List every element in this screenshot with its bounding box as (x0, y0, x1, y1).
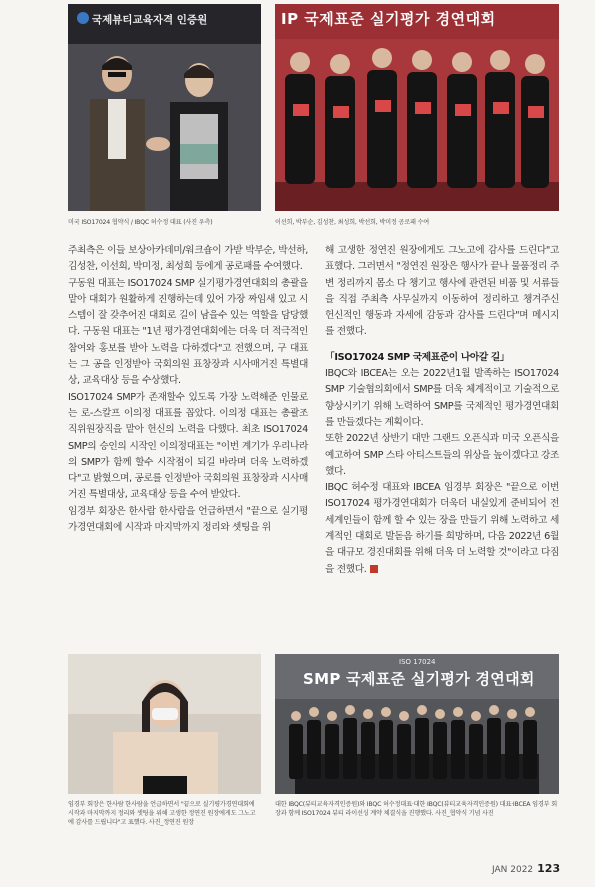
caption-speech: 임경부 회장은 한사람 한사람을 언급하면서 "끝으로 실기평가경연대회에 시작과 마지막까지 정리와 셋팅을 위해 고생한 정연진 원장에게도 그노고에 감사를 드립니다"고 표했다. 사진_정연진 원장 (68, 801, 256, 826)
paragraph: 또한 2022년 상반기 대만 그랜드 오픈식과 미국 오픈식을 예고하여 SMP 스타 아티스트들의 위상을 높이겠다고 강조했다. (325, 433, 559, 477)
article-column-right (325, 243, 559, 578)
page-number: 123 (537, 862, 561, 875)
photo-agreement-image (68, 4, 261, 211)
photo-speech (68, 654, 261, 794)
paragraph (325, 480, 559, 578)
banner-contest-bottom: SMP 국제표준 실기평가 경연대회 (303, 670, 535, 688)
paragraph: 주최측은 이들 보상아카데미/워크숍이 가받 박부순, 박선하, 김성찬, 이선희, 박미정, 최성희 등에게 공로패를 수여했다. (68, 245, 308, 273)
photo-award-ceremony (275, 4, 559, 211)
article-column-left (68, 243, 308, 536)
banner-institute: 국제뷰티교육자격 인증원 (92, 14, 208, 26)
page-folio (492, 862, 560, 875)
banner-iso-small: ISO 17024 (399, 658, 436, 666)
photo-award-image (275, 4, 559, 211)
caption-group: 대한 IBQC(뷰티교육자격인증원)와 IBQC 허수정대표·대한 IBQC(뷰티교육자격인증원) 대표·IBCEA 임경부 회장과 함께 ISO17024 뷰티 라이선싱 계약 체결식을 진행했다. 사진_협약식 기념 사진 (275, 801, 557, 817)
issue-date: JAN 2022 (492, 865, 534, 875)
section-subheading: 「ISO17024 SMP 국제표준이 나아갈 길」 (325, 351, 510, 363)
photo-group (275, 654, 559, 794)
caption-agreement: 미국 ISO17024 협약식 / IBQC 허수정 대표 (사진 우측) (68, 219, 213, 226)
paragraph-text: IBQC 허수정 대표와 IBCEA 임경부 회장은 "끝으로 이번 ISO17024 평가경연대회가 더욱더 내실있게 준비되어 전 세계인들이 함께 할 수 있는 장을 만들기 위해 노력하고 세계적인 대회로 발돋음 하기를 희망하며, 다음 2022년 6월을 대규모 경진대회를 위해 더욱 더 노력할 것"이라고 다짐을 전했다. (325, 482, 559, 575)
paragraph: 구동원 대표는 ISO17024 SMP 실기평가경연대회의 총괄을 맡아 대회가 원활하게 진행하는데 있어 가장 짜임새 있고 시스템이 잘 갖추어진 대회로 길이 남을수 있는 역할을 담당했다. 구동원 대표는 "1년 평가경연대회에는 더욱 더 적극적인 참여와 홍보를 받아 노력을 다하겠다"고 전했으며, 구 대표는 그 공을 인정받아 국회의원 표창장과 시사매거진 특별대상, 교육대상 등을 수상했다. (68, 277, 308, 387)
paragraph: 해 고생한 정연진 원장에게도 그노고에 감사를 드린다"고 표했다. 그러면서 "정연진 원장은 행사가 끝나 물품정리 주변 정리까지 몸소 다 챙기고 행사에 관련된 비품 및 서류들을 직접 주최측 사무실까지 이동하여 정리하고 챙겨주신 헌신적인 행동과 자세에 감동과 감사를 드린다"며 메시지를 전했다. (325, 245, 559, 338)
paragraph: IBQC와 IBCEA는 오는 2022년1월 발족하는 ISO17024 SMP 기술협의회에서 SMP를 더욱 체계적이고 기술적으로 향상시키기 위해 노력하여 SMP를 국제적인 평가경연대회를 만들겠다는 계획이다. (325, 368, 559, 428)
photo-agreement (68, 4, 261, 211)
banner-contest: IP 국제표준 실기평가 경연대회 (281, 10, 496, 28)
caption-award: 이선희, 박부순, 김성찬, 최성희, 박선희, 박미정 공로패 수여 (275, 219, 430, 226)
end-mark-icon (370, 565, 378, 573)
institute-logo-icon (77, 12, 89, 24)
paragraph: 임경부 회장은 한사람 한사람을 언급하면서 "끝으로 실기평가경연대회에 시작과 마지막까지 정리와 셋팅을 위 (68, 505, 308, 534)
paragraph: ISO17024 SMP가 존재할수 있도록 가장 노력해준 인물로는 로-스칼프 이의정 대표를 꼽았다. 이의정 대표는 총괄조직위원장직을 맡아 헌신의 노력을 다했다. 최초 ISO17024 SMP의 승인의 시작인 이의정대표는 "이번 계기가 우리나라의 SMP가 함께 할수 시작점이 되길 바라며 더욱 노력하겠다"고 밝혔으며, 공로를 인정받아 국회의원 표창장과 시사매거진 특별대상, 교육대상 등을 수여 받았다. (68, 391, 308, 501)
photo-speech-image (68, 654, 261, 794)
